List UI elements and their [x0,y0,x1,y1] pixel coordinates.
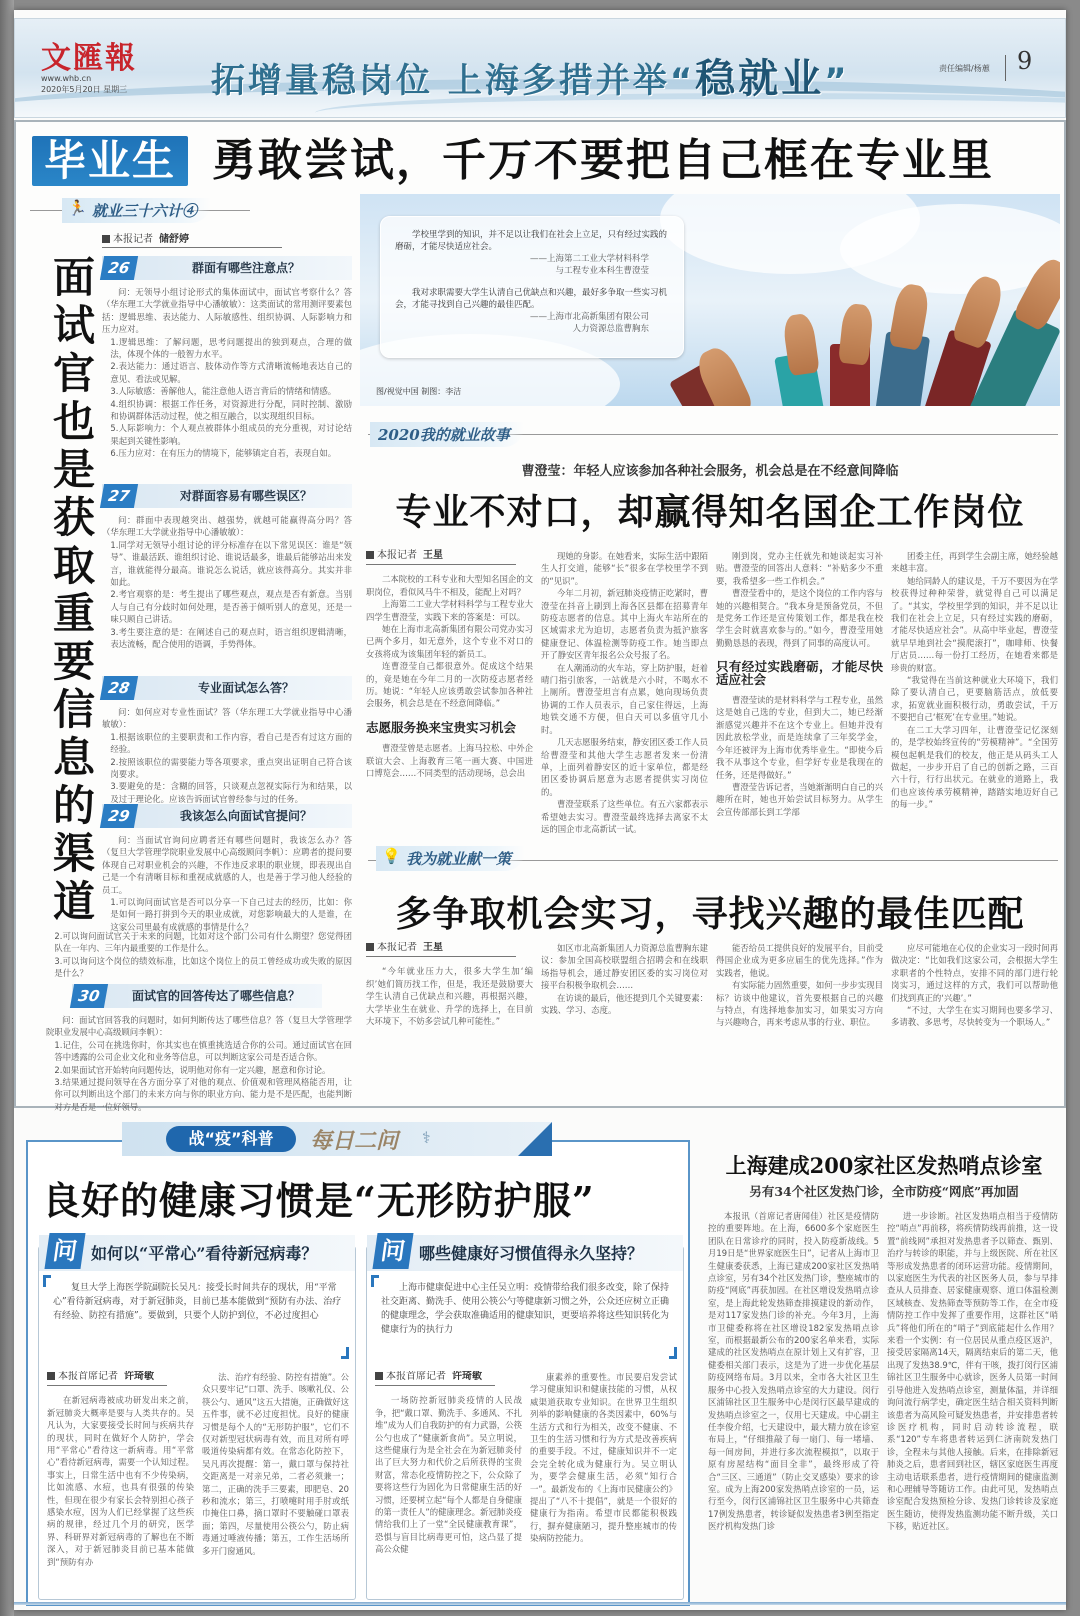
bottom-rule [14,1602,1066,1605]
qa-question: 我该怎么向面试官提问？ [179,809,312,823]
newspaper-page [14,10,1066,1610]
qa-question: 面试官的回答传达了哪些信息？ [131,989,300,1003]
card-question: 如何以“平常心”看待新冠病毒？ [91,1244,318,1263]
right-story-deck: 另有34个社区发热门诊，全市防疫“网底”再加固 [749,1184,1019,1199]
qa-card-2 [366,1237,684,1600]
qa-header [102,676,352,700]
card-body [47,1371,349,1595]
qa-block-29 [102,804,352,933]
page-theme-title: 拓增量稳岗位 上海多措并举“稳就业” [211,56,850,102]
photo-credit: 图/视觉中国 制图：李洁 [376,387,462,396]
qa-question: 专业面试怎么答？ [197,681,294,695]
banner-daily-label: 每日二问 [310,1129,399,1154]
quote-source: 人力资源总监曹胸东 [572,324,649,334]
qa-card-1 [38,1237,356,1600]
quote-source: ——上海第二工业大学材料科学 [529,254,649,264]
newspaper-logo: 文匯報 [41,41,137,76]
qa-body: 问：群面中表现越突出、越强势，就越可能赢得高分吗？答（华东理工大学就业指导中心潘敏敏）： 1.同学对无领导小组讨论的评分标准存在以下常见误区：谁是“领导”、谁最活跃、谁组织讨论、谁说话最多，谁最后能够站出来发言，谁就能得分最高。谁说怎么说话，就应该得高分。其实并非如此。 2.考官观察的是：考生提出了哪些观点，观点是否有新意。当别人与自己有分歧时如何处理，是否善于倾听别人的意见，还是一味只顾自己讲话。 3.考生要注意的是：在阐述自己的观点时，语言组织逻辑清晰，表达流畅，配合使用的语调，手势得体。 [102,515,352,650]
byline: 本报记者 储舒婷 [102,230,282,248]
qa-block-26 [102,256,352,460]
section-tag: 毕业生 [32,136,188,186]
section-banner [122,1122,552,1156]
open-quote-mark [43,1275,51,1287]
editor-credit: 责任编辑/杨蕙 [939,64,990,73]
text-column: 如区市北高新集团人力资源总监曹胸东建议：参加全国高校联盟组合招聘会和在线职场指导机会，通过静安团区委的实习岗位对接平台积极争取机会…… 在访谈的最后，他还提到几个关键要素：实践、学习、态度。 [541,943,708,1016]
text-column: 本报首席记者 许琦敏 在新冠病毒被成功研发出来之前，新冠肺炎大概率是要与人类共存的。吴凡认为，大家要接受长时间与疾病共存的现状，同时在做好个人防护，学会用“平常心”看待这一新病毒。用“平常心”看待新冠病毒，需要一个认知过程。事实上，日常生活中也有不少传染病，比如流感、水痘，也具有很强的传染性，但现在很少有家长会特别担心孩子感染水痘，因为人们已经掌握了这些疾病的规律，经过几个月的研究，医学界、科研界对新冠病毒的了解也在不断深入，对于新冠肺炎目前已基本能做到“预防有办 [47,1371,194,1567]
column-rubric: 💡 我为就业献一策 [376,846,525,871]
qa-header [72,984,322,1008]
card-body [375,1371,677,1595]
text-column: 团委主任，再到学生会副主席，她经验越来越丰富。 她给同龄人的建议是，千万不要因为在学校获得过种种荣誉，就觉得自己可以满足了。“其实，学校里学到的知识，并不足以让我们在社会上立足，只有经过实践的磨砺，才能尽快适应社会”。从高中毕业起，曹澄莹就早早地到社会“摸爬滚打”，咖啡师、快餐厅店员……每一份打工经历，在她看来都是珍贵的财富。 “我觉得在当前这种就业大环境下，我们除了要认清自己，更要脑筋活点，放低要求，拓宽就业面积极行动，勇敢尝试，千万不要把自己‘框死’在专业里。”她说。 在二工大学习四年，让曹澄莹记忆深刻的，是学校始终宣传的“劳模精神”。“全国劳模包起帆是我们的校友，他正是从码头工人做起，一步步开启了自己的创新之路，三百六十行，行行出状元。在就业的道路上，我们也应该传承劳模精神，踏踏实地迈好自己的每一步。” [891,551,1058,810]
qa-block-28 [102,676,352,805]
qa-30-body: 问：面试官回答我的问题时，如何判断传达了哪些信息？答（复旦大学管理学院职业发展中心高级顾问李帆）： 1.记住，公司在挑选你时，你其实也在慎重挑选适合你的公司。通过面试官在回答中透露的公司企业文化和业务等信息，可以判断这家公司是否适合你。 2.如果面试官开始转向问题传达，说明他对你有一定兴趣，愿意和你讨论。 3.结果通过提问领导在各方面分享了对他的观点、价值观和管理风格能否用，让你可以判断出这个部门的未来方向与你的职业方向、能力是不是匹配，也能判断对方是否是一位好领导。 [46,1015,352,1112]
story-headline: 专业不对口，却赢得知名国企工作岗位 [395,491,1025,533]
subheading: 志愿服务换来宝贵实习机会 [366,719,517,735]
byline-marker-icon [366,551,374,559]
quote-source: 与工程专业本科生曹澄莹 [555,266,649,276]
qa-body: 问：无领导小组讨论形式的集体面试中，面试官考察什么？答（华东理工大学就业指导中心潘敏敏）：这类面试的常用测评要素包括：逻辑思维、表达能力、人际敏感性、组织协调、人际影响力和压力应对。 1.逻辑思维：了解问题，思考问题提出的独到观点，合理的做法，体现个体的一般智力水平。 2.表达能力：通过语言、肢体动作等方式清晰流畅地表达自己的意见、看法或见解。 3.人际敏感：善解他人，能注意他人语言背后的情绪和情感。 4.组织协调：根据工作任务，对资源进行分配，同时控制、激励和协调群体活动过程，使之相互融合，以实现组织目标。 5.人际影响力：个人观点被群体小组成员的充分重视，对讨论结果起到关键性影响。 6.压力应对：在有压力的情境下，能够镇定自若，表现自如。 [102,287,352,459]
subheading: 只有经过实践磨砺，才能尽快适应社会 [716,659,883,687]
issue-date: 2020年5月20日 星期三 [41,85,128,94]
quote-box [380,216,684,358]
qa-29-continued: 2.可以询问面试官关于未来的问题，比如对这个部门公司有什么期望？您觉得团队在一年内、三年内最重要的工作是什么。 3.可以询问这个岗位的绩效标准，比如这个岗位上的员工曾经成功或失败的原因是什么？ [54,931,352,979]
qa-number: 28 [100,676,138,700]
feature-photo [360,194,1060,406]
page-edge-shadow [0,0,14,1616]
divider [1005,55,1006,81]
health-headline: 良好的健康习惯是“无形防护服” [42,1178,595,1223]
qa-number: 30 [70,984,108,1008]
text-column: 应尽可能地在心仪的企业实习一段时间再做决定：“比如我们这家公司，会根据大学生求职者的个性特点，安排不同的部门进行轮岗实习，通过这样的方式，我们可以帮助他们找到真正的‘兴趣’。” “不过，大学生在实习期间也要多学习、多请教、多思考，尽快转变为一个职场人。” [891,943,1058,1028]
qa-block-27 [102,484,352,650]
column-rubric: 🏃 就业三十六计④ [62,198,211,223]
page-number: 9 [1017,47,1033,75]
text-column: 进一步诊断。社区发热哨点相当于疫情防控“哨点”再前移，将疾情防线再前推，这一设置“前线网”承担对发热患者予以筛查、甄别、治疗与转诊的职能，并与上级医院、所在社区等形成发热患者的闭环运营功能。疫情期间，以家庭医生为代表的社区医务人员，参与早排查从人员排查、居家健康观察、道口体温检测区域核查、发热筛查等预防等工作，在全市疫情防控工作中发挥了重要作用，这群社区“哨兵”将他们所在的“哨子”到底能起什么作用？来看一个实例：有一位居民从重点疫区返沪，接受居家隔离14天，隔离结束后的第二天，他出现了发热38.9℃，伴有干咳，拨打闵行区浦锦社区卫生服务中心就诊，医务人员第一时间引导他进入发热哨点诊室，测量体温，并详细询问流行病学史，确定医生结合相关资料判断该患者为高风险可疑发热患者，并安排患者转诊医疗机构，同时启动转诊流程，联系“120”专车将患者转运到仁济南院发热门诊，全程未与其他人接触。后来，在排除新冠肺炎之后，患者回到社区，辖区家庭医生再度主动电话联系患者，进行疫情期间的健康监测和心理辅导等随访工作。由此可见，发热哨点诊室配合发热预检分诊、发热门诊转诊及家庭医生随访，使得发热监测功能不断升级，关口下移，贴近社区。 [887,1211,1058,1532]
byline: 本报记者 王星 [366,550,516,565]
close-quote-mark [341,1347,349,1359]
close-quote-mark [669,1347,677,1359]
text-column: 现她的身影。在她看来，实际生活中跟陌生人打交道，能够“长”很多在学校里学不到的“见识”。 今年二月初，新冠肺炎疫情正吃紧时，曹澄莹在抖音上刷到上海各区县都在招募青年防疫志愿者的信息。其中上海火车站所在的区域需求尤为迫切，志愿者负责为抵沪旅客健康登记、体温检测等防疫工作。她当即点开了静安区青年报名公众号报了名。 在人潮涌动的火车站，穿上防护服，赶着晴门指引旅客，一站就是六小时，不喝水不上厕所。曹澄莹坦言有点累，她向现场负责协调的工作人员表示，自己家住得远，上海地铁交通不方便，但白天可以多值守几小时。 几天志愿服务结束，静安团区委工作人员给曹澄莹和其他大学生志愿者发来一份清单，上面列着静安区的近十家单位，都是经团区委协调后愿意为志愿者提供实习岗位的。 曹澄莹联系了这些单位。有五六家都表示希望她去实习。曹澄莹最终选择去离家不太远的国企市北高新试一试。 [541,551,708,834]
quote-source: ——上海市北高新集团有限公司 [529,312,649,322]
lightbulb-icon: 💡 [382,847,401,865]
story3-body [366,942,1058,1102]
main-feature-frame [14,120,1066,1112]
text-column: 康素养的重要性。市民要启发尝试学习健康知识和健康技能的习惯，从权威渠道获取专业知识。在世界卫生组织列举的影响健康的各类因素中，60%与生活方式和行为相关，改变不健康、不卫生的生活习惯和行为方式是改善疾病的重要手段。不过，健康知识并不一定会完全转化成为健康行为。吴立明认为，要学会健康生活，必须“知行合一”。最新发布的《上海市民健康公约》提出了“八不十提倡”，就是一个很好的健康行为指南。希望市民都能积极践行，摒弃健康陋习，提升整座城市的传染病防控能力。 [530,1372,677,1544]
qa-header [102,804,352,828]
qa-header [102,256,352,280]
qa-number: 26 [100,256,138,280]
masthead-meta [41,73,127,95]
byline-marker-icon [366,943,374,951]
theme-emphasis: 稳就业 [695,56,825,102]
decorative-triangle [518,1122,552,1156]
byline: 本报首席记者 许琦敏 [47,1371,167,1386]
qa-question: 对群面容易有哪些误区？ [179,489,312,503]
main-headline: 勇敢尝试，千万不要把自己框在专业里 [212,135,994,186]
story2-body [366,550,1058,840]
qa-header [102,484,352,508]
site-url: www.whb.cn [41,74,92,83]
byline: 本报记者 王星 [366,942,516,957]
text-column: 本报记者 王星 二本院校的工科专业和大型知名国企的文职岗位，看似风马牛不相及，能配上对吗？ 上海第二工业大学材料科学与工程专业大四学生曹澄莹，实践下来的答案是：可以。 她在上海市北高新集团有限公司党办实习已两个多月，如无意外，这个专业不对口的女孩将成为该集团年轻的新员工。 连曹澄莹自己都很意外。促成这个结果的，竟是她在今年二月的一次防疫志愿者经历。她说：“年轻人应该勇敢尝试参加各种社会服务，机会总是在不经意间降临。” 志愿服务换来宝贵实习机会 曹澄莹曾是志愿者。上海马拉松、中外企联谊大会、上海教育三笔一画大赛、中国进口博览会……不同类型的活动现场，总会出 [366,550,533,779]
text-column: 刚到岗，党办主任就先和她谈起实习补贴。曹澄莹的回答出人意料：“补贴多少不重要，我希望多一些工作机会。” 曹澄莹看中的，是这个岗位的工作内容与她的兴趣相契合。“我本身是预备党员，不但是党务工作还是宣传策划工作，都是我在校学生会时就喜欢参与的。”如今，曹澄莹用她勤勤恳恳的表现，得到了同事的高度认可。 只有经过实践磨砺，才能尽快适应社会 曹澄莹读的是材料科学与工程专业，虽然这是她自己选的专业，但到大二，她已经渐渐感觉兴趣并不在这个专业上。但她并没有因此放松学业，而是连续拿了三年奖学金，今年还被评为上海市优秀毕业生。“即使今后我不从事这个专业，但学好专业是我现在的任务，还是得做好。” 曹澄莹告诉记者，当她渐渐明白自己的兴趣所在时，她也开始尝试目标努力。从学生会宣传部部长到工学部 [716,551,883,817]
byline-marker-icon [102,235,110,243]
banner-pill: 战“疫”科普 [166,1126,296,1152]
question-badge: 问 [44,1233,85,1269]
qa-number: 27 [100,484,138,508]
masthead [14,18,1066,118]
qa-question: 群面有哪些注意点？ [191,261,300,275]
qa-body: 问：当面试官询问应聘者还有哪些问题时，我该怎么办？答（复旦大学管理学院职业发展中心高级顾问李帆）：应聘者的提问要体现自己对职业机会的兴趣，不作违反求职的职业规，即表现出自己是一个有清晰目标和重视成就感的人，也是善于学习他人经验的员工。 1.可以询问面试官是否可以分享一下自己过去的经历，比如：你是如何一路打拼到今天的职业成就，对您影响最大的人是谁，在这家公司里最有成就感的事情是什么？ [102,835,352,932]
text-column: 能否给员工提供良好的发展平台，目前受得国企业成为更多应届生的优先选择。”作为实践者，他说。 有实际能力固然重要，如何一步步实现目标？访谈中他建议，首先要根据自己的兴趣与特点，有选择地参加实习，如果实习方向与兴趣吻合，再来考虑从事的行业、职位。 [716,943,883,1028]
question-badge: 问 [372,1233,413,1269]
text-column: 法、治疗有经验、防控有措施”。公众只要牢记“口罩、洗手、咳嗽礼仪、公筷公勺、通风”这五大措施，正确做好这五件事，就不必过度担忧。良好的健康习惯是每个人的“无形防护服”，它们不仅对新型冠状病毒有效，而且对所有呼吸道传染病都有效。在常态化防控下，吴凡再次提醒：第一，戴口罩与保持社交距离是一对亲兄弟，二者必须兼一；第二，正确的洗手三要素，即肥皂、20秒和流水；第三，打喷嚏时用手肘或纸巾掩住口鼻，摘口罩时不要触碰口罩表面；第四，尽量使用公筷公勺，防止病毒通过唾液传播；第五，工作生活场所多开门窗通风。 [202,1372,349,1556]
byline-marker-icon [375,1372,383,1380]
qa-block-30 [72,984,322,1014]
stethoscope-icon: ⚕ [422,1128,431,1147]
story-headline: 多争取机会实习，寻找兴趣的最佳匹配 [395,893,1025,935]
qa-number: 29 [100,804,138,828]
open-quote-mark [371,1275,379,1287]
right-story-headline: 上海建成200家社区发热哨点诊室 [725,1153,1043,1178]
running-figure-icon: 🏃 [68,199,87,217]
qa-body: 问：如何应对专业性面试？答（华东理工大学就业指导中心潘敏敏）： 1.根据该职位的主要职责和工作内容，看自己是否有过这方面的经验。 2.按照该职位的需要能力等各项要求，重点突出证明自己符合该岗要求。 3.要避免的是：含糊的回答，只谈观点忽视实际行为和结果，以及过于理论化。应该告诉面试官曾经参与过的任务。 [102,707,352,804]
byline: 本报首席记者 许琦敏 [375,1371,495,1386]
story-deck: 曹澄莹：年轻人应该参加各种社会服务，机会总是在不经意间降临 [521,464,899,479]
text-column: 本报讯（首席记者唐闻佳）社区是疫情防控的重要阵地。在上海，6600多个家庭医生团队在日常诊疗的同时，投入防疫新战线。5月19日是“世界家庭医生日”，记者从上海市卫生健康委获悉，上海已建成200家社区发热哨点诊室，另有34个社区发热门诊，整座城市的防疫“网底”再获加固。在社区增设发热哨点诊室，是上海此轮发热筛查排摸建设的新动作，是对117家发热门诊的补充。今年3月，上海市卫健委称将在社区增设182家发热哨点诊室，而根据最新公布的200家名单来看，实际建成的社区发热哨点在原计划上又有扩容，卫健委相关部门表示，这是为了进一步优化基层防疫网络布局。3月以来，全市各大社区卫生服务中心投入发热哨点诊室的大力建设。闵行区浦锦社区卫生服务中心是闵行区最早建成的发热哨点诊室之一，仅用七天建成。中心副主任李俊介绍，七天建设中，最大精力放在诊室布局上，“仔细推敲了每一扇门、每一堵墙、每一间房间，并进行多次流程模拟”，以取于原有房屋结构“面目全非”，最终形成了符合“三区、三通道”（防止交叉感染）要求的诊室。成为上海200家发热哨点诊室的一员，运行至今，闵行区浦锦社区卫生服务中心共筛查17例发热患者，转诊疑似发热患者3例至指定医疗机构发热门诊 [708,1211,879,1532]
card-lead: 上海市健康促进中心主任吴立明：疫情带给我们很多改变，除了保持社交距离、勤洗手、使用公筷公勺等健康新习惯之外，公众还应树立正确的健康理念，学会获取准确适用的健康知识，更要培养将这些知识转化为健康行为的执行力 [381,1283,670,1335]
right-story-body [708,1210,1058,1598]
quote-text: 学校里学到的知识，并不足以让我们在社会上立足，只有经过实践的磨砺，才能尽快适应社会。 [395,230,668,252]
text-column: 本报首席记者 许琦敏 一场防控新冠肺炎疫情的人民战争，把“戴口罩、勤洗手、多通风、不扎堆”成为人们自我防护的有力武器，公筷公勺也成了“健康新食尚”。吴立明说，这些健康行为是全社会在为新冠肺炎付出了巨大努力和代价之后所获得的宝贵财富，常态化疫情防控之下，公众除了要将这些行为固化为日常健康生活的好习惯，还要树立起“每个人都是自身健康的第一责任人”的健康理念。新冠肺炎疫情给我们上了一堂“全民健康教育课”，恐惧与盲目比病毒更可怕，这凸显了提高公众健 [375,1371,522,1555]
byline-marker-icon [47,1372,55,1380]
column-rubric: 2020我的就业故事 [370,422,524,447]
quote-text: 我对求职需要大学生认清自己优缺点和兴趣，最好多争取一些实习机会，才能寻找到自己兴趣的最佳匹配。 [395,288,668,310]
card-lead: 复旦大学上海医学院副院长吴凡：接受长时间共存的现状，用“平常心”看待新冠病毒，对于新冠肺炎，目前已基本能做到“预防有办法、治疗有经验、防控有措施”。要做到，只要个人防护到位，不必过度担心 [53,1283,342,1321]
card-question: 哪些健康好习惯值得永久坚持？ [419,1244,644,1263]
text-column: 本报记者 王星 “今年就业压力大，很多大学生加‘编织’她们简历找工作，但是，我还是鼓励要大学生认清自己优缺点和兴趣，再根据兴趣，大学毕业生在就业、升学的选择上，在目前大环境下，不妨多尝试几种可能性。” [366,942,533,1027]
vertical-headline: 面试官也是获取重要信息的渠道 [52,253,95,926]
